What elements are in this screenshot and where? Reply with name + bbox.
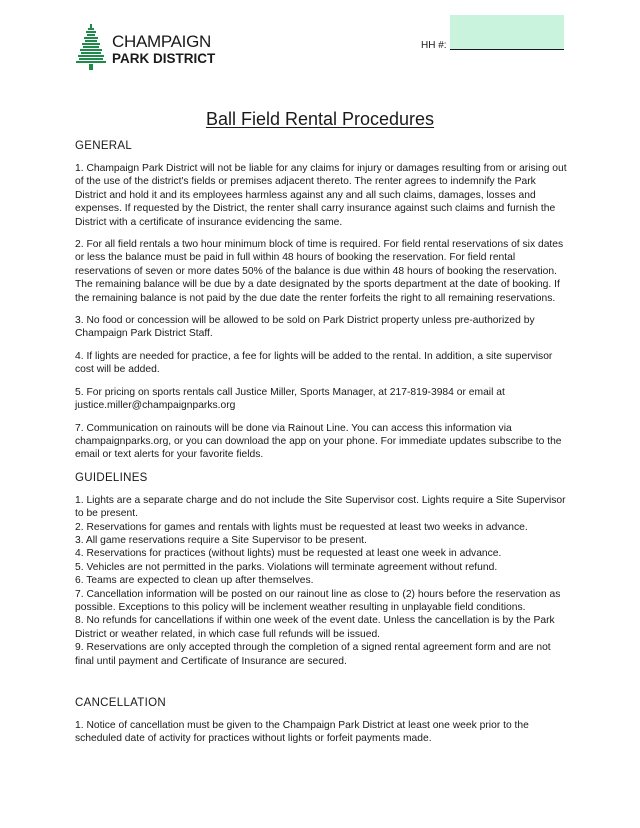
- general-paragraph: 5. For pricing on sports rentals call Justice Miller, Sports Manager, at 217-819-3984 or email at justice.miller@champaignparks.org: [75, 386, 505, 412]
- cancellation-heading: CANCELLATION: [75, 697, 166, 709]
- guideline-item: 8. No refunds for cancellations if within one week of the event date. Unless the cancellation is by the Park District or weather related, in which case full refunds will be issued.: [75, 615, 555, 640]
- general-heading: GENERAL: [75, 140, 133, 152]
- guidelines-list: [75, 494, 569, 668]
- hh-label: HH #:: [421, 40, 447, 51]
- general-paragraph: 2. For all field rentals a two hour minimum block of time is required. For field rental reservations of six dates or less the balance must be paid in full within 48 hours of booking the reservation. For field rental reservations of seven or more dates 50% of the balance is due within 48 hours of booking the reservation. The remaining balance will be due by a date designated by the sports department at the date of booking. If the remaining balance is not paid by the due date the renter forfeits the right to all remaining reservations.: [75, 239, 564, 304]
- guideline-item: 4. Reservations for practices (without lights) must be requested at least one week in advance.: [75, 548, 502, 560]
- general-paragraph: 7. Communication on rainouts will be done via Rainout Line. You can access this information via champaignparks.org, or you can download the app on your phone. For immediate updates subscribe to the email or text alerts for your favorite fields.: [75, 422, 562, 461]
- guidelines-heading: GUIDELINES: [75, 471, 148, 484]
- page-title: [0, 108, 640, 130]
- hh-underline: [450, 49, 564, 50]
- general-paragraph: 4. If lights are needed for practice, a fee for lights will be added to the rental. In addition, a site supervisor cost will be added.: [75, 350, 553, 376]
- general-paragraph: 1. Champaign Park District will not be liable for any claims for injury or damages resulting from or arising out of the use of the district's fields or premises adjacent thereto. The renter agrees to indemnify the Park District and hold it and its employees harmless against any and all such claims, damages, losses and expenses. If requested by the District, the renter shall carry insurance against such claims and furnish the District with a certificate of insurance evidencing the same.: [75, 163, 567, 228]
- guideline-item: 2. Reservations for games and rentals with lights must be requested at least two weeks in advance.: [75, 521, 528, 533]
- hh-number-field[interactable]: [450, 15, 564, 49]
- cancellation-paragraph: 1. Notice of cancellation must be given to the Champaign Park District at least one week prior to the scheduled date of activity for practices without lights or forfeit payments made.: [75, 720, 529, 745]
- guideline-item: 6. Teams are expected to clean up after themselves.: [75, 575, 314, 587]
- document-body: [75, 139, 569, 755]
- champaign-park-district-logo: [76, 24, 226, 70]
- guideline-item: 1. Lights are a separate charge and do not include the Site Supervisor cost. Lights require a Site Supervisor to be present.: [75, 494, 566, 520]
- general-paragraph: 3. No food or concession will be allowed to be sold on Park District property unless pre-authorized by Champaign Park District Staff.: [75, 315, 535, 340]
- page-title-text: Ball Field Rental Procedures: [205, 109, 435, 129]
- guideline-item: 5. Vehicles are not permitted in the parks. Violations will terminate agreement without refund.: [75, 561, 498, 573]
- section-spacer: [75, 668, 569, 696]
- guideline-item: 9. Reservations are only accepted through the completion of a signed rental agreement form and are not final until payment and Certificate of Insurance are secured.: [75, 642, 551, 667]
- logo-text-champaign: CHAMPAIGN: [112, 32, 211, 51]
- logo-text-park-district: PARK DISTRICT: [112, 51, 216, 66]
- pine-tree-icon: [76, 24, 106, 70]
- guideline-item: 7. Cancellation information will be posted on our rainout line as close to (2) hours before the reservation as possible. Exceptions to this policy will be inclement weather resulting in unplayable field conditions.: [75, 588, 561, 613]
- guideline-item: 3. All game reservations require a Site Supervisor to be present.: [75, 534, 367, 546]
